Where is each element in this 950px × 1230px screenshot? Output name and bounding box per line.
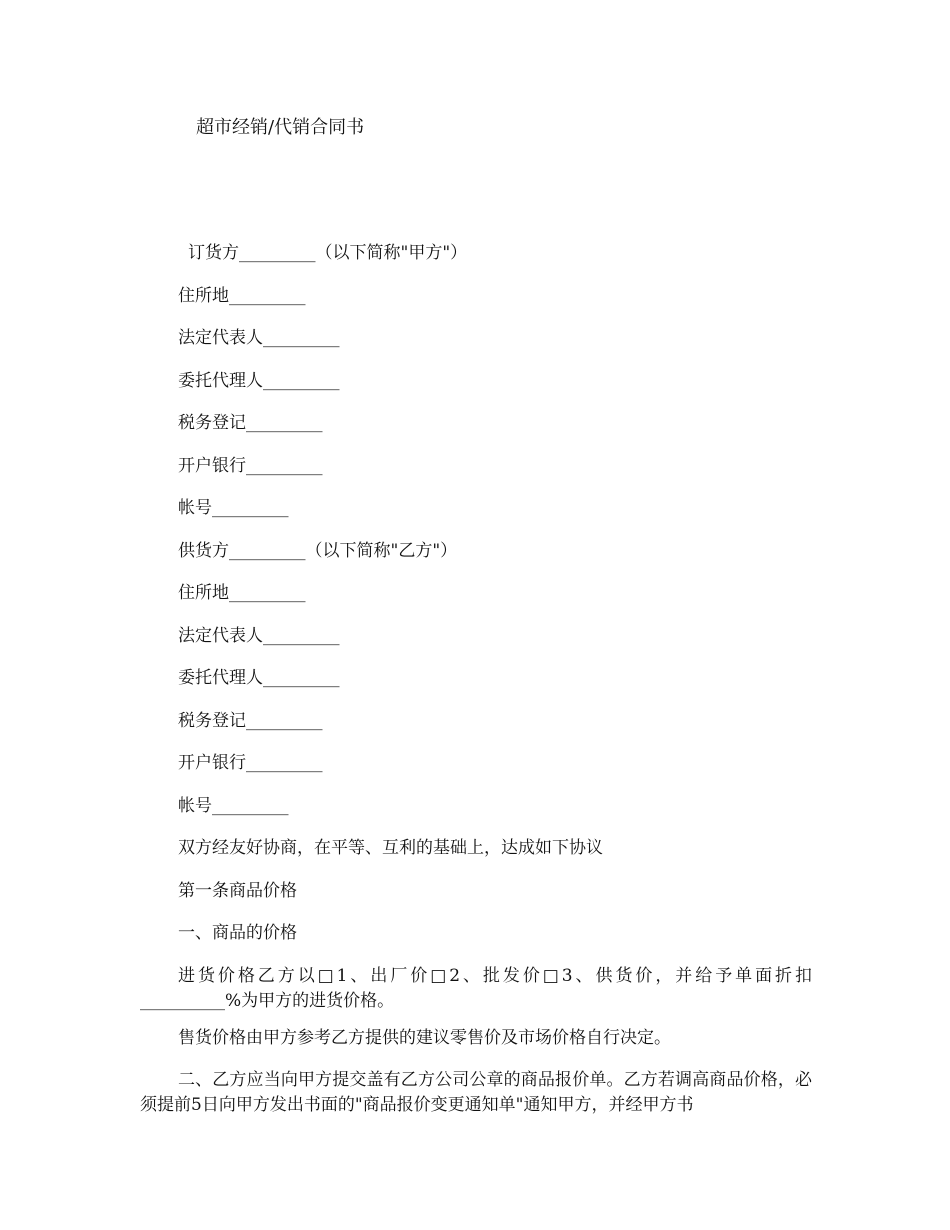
party-b-address: 住所地_________: [178, 583, 306, 603]
section-1-heading: 一、商品的价格: [178, 923, 297, 943]
party-a-name: 订货方_________（以下简称"甲方"）: [188, 243, 468, 263]
party-a-tax-registration: 税务登记_________: [178, 413, 323, 433]
party-b-name: 供货方_________（以下简称"乙方"）: [178, 541, 458, 561]
sale-price-paragraph: 售货价格由甲方参考乙方提供的建议零售价及市场价格自行决定。: [178, 1028, 671, 1048]
party-b-agent: 委托代理人_________: [178, 668, 340, 688]
party-b-tax-registration: 税务登记_________: [178, 711, 323, 731]
party-a-legal-rep: 法定代表人_________: [178, 328, 340, 348]
party-b-bank: 开户银行_________: [178, 753, 323, 773]
section-2-paragraph: 二、乙方应当向甲方提交盖有乙方公司公章的商品报价单。乙方若调高商品价格，必须提前5日向甲方发出书面的"商品报价变更通知单"通知甲方，并经甲方书: [140, 1070, 812, 1115]
preamble: 双方经友好协商，在平等、互利的基础上，达成如下协议: [178, 838, 603, 858]
page-title: 超市经销/代销合同书: [196, 117, 365, 138]
party-a-bank: 开户银行_________: [178, 456, 323, 476]
party-b-account: 帐号_________: [178, 796, 289, 816]
purchase-price-paragraph: 进货价格乙方以□1、出厂价□2、批发价□3、供货价，并给予单面折扣__________%为甲方的进货价格。: [140, 966, 812, 1011]
article-1-heading: 第一条商品价格: [178, 881, 297, 901]
party-a-address: 住所地_________: [178, 286, 306, 306]
party-a-account: 帐号_________: [178, 498, 289, 518]
party-b-legal-rep: 法定代表人_________: [178, 626, 340, 646]
party-a-agent: 委托代理人_________: [178, 371, 340, 391]
